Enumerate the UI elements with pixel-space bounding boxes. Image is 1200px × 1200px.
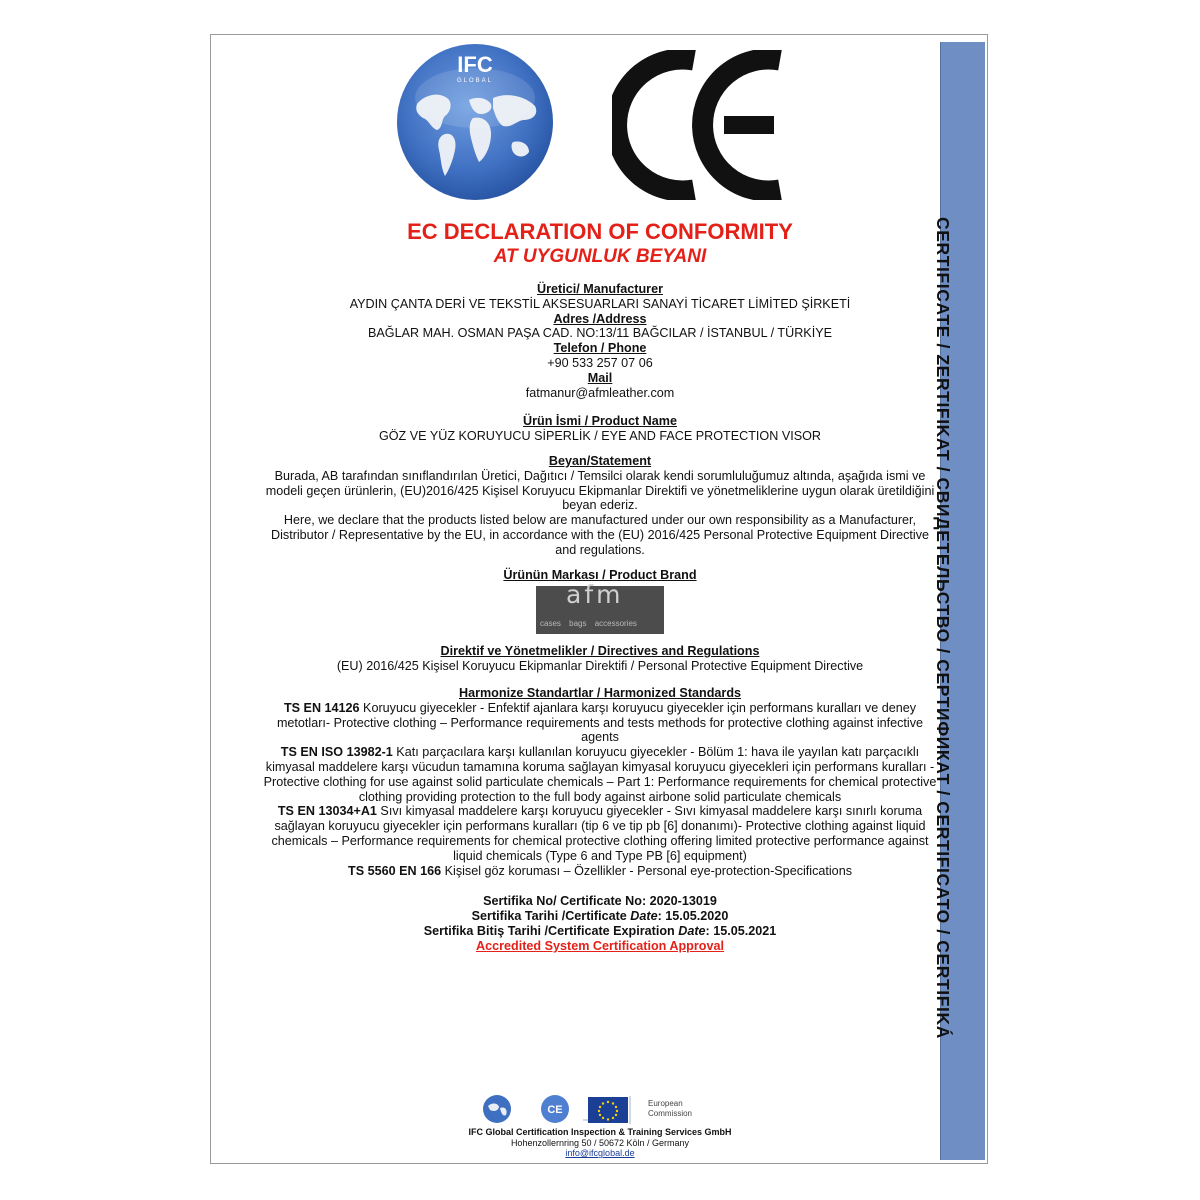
standard-text: Katı parçacılara karşı kullanılan koruyucu giyecekler - Bölüm 1: hava ile yayılan katı parçacıklı kimyasal maddelere karşı vücudun tamamına koruma sağlayan kimyasal koruyucu giyecekleri için performans kuralları -Protective clothing for use against solid particulate chemicals – Part 1: Performance requirements for chemical protective clothing providing protection to the full body against airbone solid particulate chemicals	[263, 745, 937, 804]
standard-item	[260, 804, 940, 863]
standard-code: TS 5560 EN 166	[348, 863, 442, 878]
footer-contact	[300, 1127, 900, 1159]
accreditation-approval-link[interactable]: Accredited System Certification Approval	[476, 938, 724, 953]
certificate-number: Sertifika No/ Certificate No: 2020-13019	[483, 894, 717, 909]
declaration-body	[260, 282, 940, 953]
directives-value: (EU) 2016/425 Kişisel Koruyucu Ekipmanlar Direktifi / Personal Protective Equipment Directive	[336, 659, 864, 674]
standard-code: TS EN ISO 13982-1	[280, 745, 393, 760]
manufacturer-label: Üretici/ Manufacturer	[537, 282, 663, 296]
declaration-title: EC DECLARATION OF CONFORMITY	[407, 219, 793, 244]
mail-label: Mail	[587, 370, 613, 385]
sidebar-certificate-text: CERTIFICATE / ZERTIFIKAT / СВИДЕТЕЛЬСТВО / СЕРТИФИКАТ / CERTIFICATO / CERTIFIKÁ	[933, 217, 953, 1039]
address-label: Adres /Address	[553, 311, 647, 326]
footer-email-link[interactable]: info@ifcglobal.de	[565, 1148, 635, 1159]
svg-text:CE: CE	[547, 1104, 563, 1116]
brand-name: afm	[566, 580, 624, 610]
declaration-subtitle: AT UYGUNLUK BEYANI	[493, 246, 707, 267]
certificate-date: Sertifika Tarihi /Certificate Date: 15.05.2020	[471, 909, 729, 924]
statement-tr: Burada, AB tarafından sınıflandırılan Üretici, Dağıtıcı / Temsilci olarak kendi sorumluluğumuz altında, aşağıda ismi ve modeli geçen ürünlerin, (EU)2016/425 Kişisel Koruyucu Ekipmanlar Direktifi ve yönetmeliklerine uygun olarak üretildiğini beyan ederiz.	[265, 468, 935, 513]
standard-item	[260, 701, 940, 745]
standard-item	[260, 864, 940, 879]
manufacturer-value: AYDIN ÇANTA DERİ VE TEKSTİL AKSESUARLARI SANAYİ TİCARET LİMİTED ŞİRKETİ	[349, 296, 851, 311]
ifc-logo-subtext: GLOBAL	[456, 78, 494, 84]
standard-code: TS EN 13034+A1	[277, 804, 377, 819]
directives-label: Direktif ve Yönetmelikler / Directives and Regulations	[440, 644, 760, 659]
product-name-label: Ürün İsmi / Product Name	[523, 414, 677, 429]
standards-label: Harmonize Standartlar / Harmonized Standards	[458, 685, 742, 700]
certificate-sidebar	[933, 42, 985, 1160]
product-name-value: GÖZ VE YÜZ KORUYUCU SİPERLİK / EYE AND FACE PROTECTION VISOR	[378, 429, 822, 444]
statement-label: Beyan/Statement	[548, 453, 652, 468]
ec-label-line1: European	[648, 1099, 683, 1108]
ifc-logo-text: IFC	[457, 52, 493, 77]
ec-label-line2: Commission	[648, 1109, 693, 1118]
brand-label: Ürünün Markası / Product Brand	[503, 567, 697, 582]
european-commission-logo	[583, 1096, 630, 1124]
brand-logo	[536, 580, 664, 634]
standard-item	[260, 745, 940, 804]
footer-logos	[480, 1092, 720, 1126]
footer-ce-icon	[541, 1095, 569, 1123]
mail-value: fatmanur@afmleather.com	[525, 385, 675, 400]
address-value: BAĞLAR MAH. OSMAN PAŞA CAD. NO:13/11 BAĞCILAR / İSTANBUL / TÜRKİYE	[368, 326, 832, 341]
phone-value: +90 533 257 07 06	[547, 355, 653, 370]
certificate-expiration: Sertifika Bitiş Tarihi /Certificate Expiration Date: 15.05.2021	[423, 923, 777, 938]
standard-text: Sıvı kimyasal maddelere karşı koruyucu giyecekler - Sıvı kimyasal maddelere karşı sınırlı koruma sağlayan koruyucu giyecekler için performans kuralları (tip 6 ve tip pb [6] donanımı)- Protective clothing against liquid chemicals – Performance requirements for chemical protective clothing offering limited protective performance against liquid chemicals (Type 6 and Type PB [6] equipment)	[271, 804, 929, 863]
ifc-globe-logo	[395, 42, 555, 202]
standard-text: Kişisel göz koruması – Özellikler - Personal eye-protection-Specifications	[441, 863, 852, 878]
standard-text: Koruyucu giyecekler - Enfektif ajanlara karşı koruyucu giyecekler için performans kuralları ve deney metotları- Protective clothing – Performance requirements and tests methods for protective clothing against infective agents	[276, 700, 924, 745]
footer-ifc-icon	[483, 1095, 511, 1123]
phone-label: Telefon / Phone	[553, 341, 647, 356]
statement-en: Here, we declare that the products listed below are manufactured under our own responsibility as a Manufacturer, Distributor / Representative by the EU, in accordance with the (EU) 2016/425 Personal Protective Equipment Directive and regulations.	[271, 513, 929, 557]
ce-mark-logo	[612, 50, 790, 200]
brand-tagline: cases bags accessories	[540, 618, 637, 628]
footer-company: IFC Global Certification Inspection & Training Services GmbH	[468, 1127, 732, 1137]
standard-code: TS EN 14126	[283, 700, 360, 715]
footer-address: Hohenzollernring 50 / 50672 Köln / Germany	[510, 1137, 690, 1148]
